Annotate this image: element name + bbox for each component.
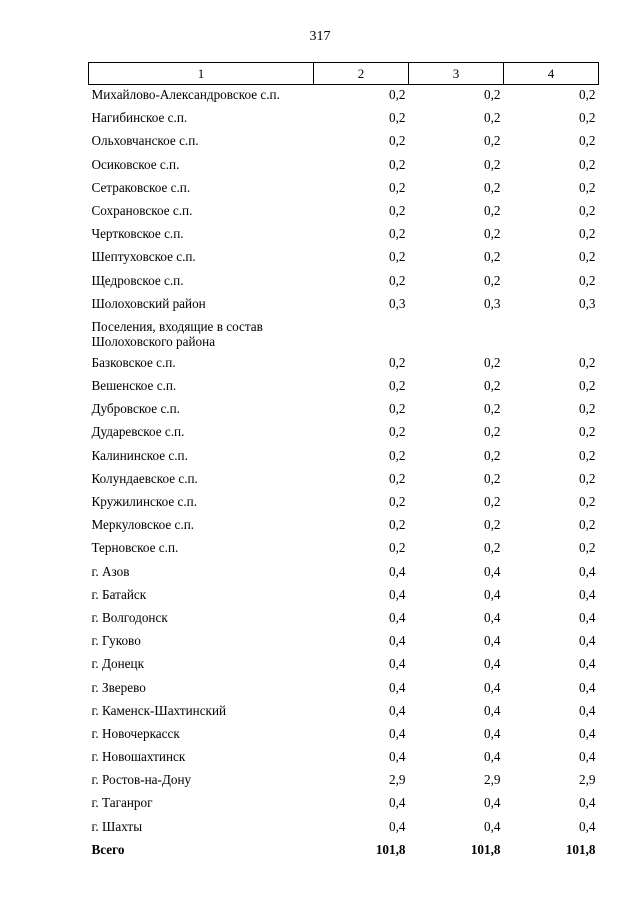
table-row xyxy=(89,446,599,469)
value-col-3: 0,2 xyxy=(484,226,501,242)
municipality-name: Колундаевское с.п. xyxy=(91,470,198,486)
municipality-name: г. Ростов-на-Дону xyxy=(91,772,192,788)
value-col-3: 0,2 xyxy=(484,401,501,417)
value-col-4: 0,2 xyxy=(579,202,596,218)
value-col-3: 0,2 xyxy=(484,540,501,556)
column-header-2: 2 xyxy=(314,63,409,85)
distribution-table xyxy=(88,62,599,863)
municipality-name: Нагибинское с.п. xyxy=(91,110,188,126)
municipality-name: г. Каменск-Шахтинский xyxy=(91,702,227,718)
value-col-3: 0,2 xyxy=(484,249,501,265)
value-col-4: 0,2 xyxy=(579,249,596,265)
value-col-4: 101,8 xyxy=(565,841,596,857)
table-row xyxy=(89,631,599,654)
value-col-2: 0,4 xyxy=(389,633,406,649)
column-header-1: 1 xyxy=(89,63,314,85)
value-col-3: 0,4 xyxy=(484,725,501,741)
municipality-name: Кружилинское с.п. xyxy=(91,494,197,509)
value-col-2: 0,4 xyxy=(389,656,406,672)
column-header-3: 3 xyxy=(409,63,504,85)
table-row xyxy=(89,701,599,724)
value-col-2: 0,2 xyxy=(389,202,406,218)
value-col-2: 0,2 xyxy=(389,540,406,556)
value-col-4: 0,4 xyxy=(579,725,596,741)
table-row xyxy=(89,562,599,585)
value-col-2: 0,2 xyxy=(389,447,406,463)
value-col-3: 0,4 xyxy=(484,656,501,672)
value-col-3: 0,4 xyxy=(484,586,501,602)
value-col-3: 0,2 xyxy=(484,378,501,394)
table-row xyxy=(89,608,599,631)
municipality-name: Дубровское с.п. xyxy=(91,401,180,417)
header-row xyxy=(89,63,599,85)
municipality-name: г. Шахты xyxy=(91,818,143,834)
value-col-3: 0,4 xyxy=(484,702,501,718)
table-row xyxy=(89,793,599,816)
municipality-name: Всего xyxy=(91,841,125,857)
municipality-name: Щедровское с.п. xyxy=(91,272,184,288)
value-col-3: 101,8 xyxy=(470,841,501,857)
municipality-name: г. Новошахтинск xyxy=(91,749,186,765)
value-col-2: 0,2 xyxy=(389,110,406,126)
municipality-name: Меркуловское с.п. xyxy=(91,517,195,533)
municipality-name: г. Батайск xyxy=(91,586,147,602)
municipality-name: Терновское с.п. xyxy=(91,540,179,556)
table-row xyxy=(89,678,599,701)
value-col-2: 0,2 xyxy=(389,133,406,149)
table-row xyxy=(89,654,599,677)
municipality-name: Ольховчанское с.п. xyxy=(91,133,199,149)
value-col-4: 0,2 xyxy=(579,110,596,126)
value-col-4: 0,4 xyxy=(579,679,596,695)
value-col-2: 101,8 xyxy=(375,841,406,857)
table-row xyxy=(89,155,599,178)
table-row xyxy=(89,317,599,353)
value-col-4: 0,2 xyxy=(579,378,596,394)
value-col-2: 0,4 xyxy=(389,586,406,602)
value-col-2: 0,2 xyxy=(389,424,406,440)
value-col-2: 0,2 xyxy=(389,156,406,172)
municipality-name: г. Таганрог xyxy=(91,795,153,811)
value-col-3: 0,4 xyxy=(484,795,501,811)
table-row xyxy=(89,131,599,154)
value-col-3: 0,2 xyxy=(484,110,501,126)
value-col-2: 0,4 xyxy=(389,609,406,625)
value-col-3: 0,2 xyxy=(484,272,501,288)
table-row xyxy=(89,201,599,224)
value-col-4: 0,4 xyxy=(579,563,596,579)
value-col-4: 0,2 xyxy=(579,494,596,509)
municipality-name: Шептуховское с.п. xyxy=(91,249,196,265)
value-col-2: 0,2 xyxy=(389,87,406,102)
municipality-name: Сетраковское с.п. xyxy=(91,179,191,195)
value-col-2: 0,4 xyxy=(389,749,406,765)
value-col-3: 0,4 xyxy=(484,679,501,695)
table-row xyxy=(89,294,599,317)
value-col-2: 0,2 xyxy=(389,378,406,394)
value-col-4: 0,4 xyxy=(579,795,596,811)
value-col-4: 0,4 xyxy=(579,818,596,834)
table-row xyxy=(89,747,599,770)
value-col-4: 0,2 xyxy=(579,470,596,486)
value-col-4: 0,4 xyxy=(579,702,596,718)
table-row xyxy=(89,247,599,270)
municipality-name: Дударевское с.п. xyxy=(91,424,185,440)
table-row xyxy=(89,108,599,131)
value-col-4: 0,2 xyxy=(579,87,596,102)
value-col-2: 0,3 xyxy=(389,295,406,311)
value-col-3: 0,4 xyxy=(484,633,501,649)
value-col-2: 2,9 xyxy=(389,772,406,788)
municipality-name: Сохрановское с.п. xyxy=(91,202,193,218)
value-col-3: 0,2 xyxy=(484,517,501,533)
table-row xyxy=(89,85,599,109)
value-col-4: 0,2 xyxy=(579,447,596,463)
value-col-4: 2,9 xyxy=(579,772,596,788)
value-col-2: 0,2 xyxy=(389,226,406,242)
table-row xyxy=(89,770,599,793)
value-col-4: 0,2 xyxy=(579,272,596,288)
value-col-3: 0,2 xyxy=(484,133,501,149)
value-col-4: 0,2 xyxy=(579,517,596,533)
value-col-2: 0,2 xyxy=(389,354,406,370)
value-col-3: 0,2 xyxy=(484,354,501,370)
value-col-3: 0,2 xyxy=(484,202,501,218)
value-col-3: 2,9 xyxy=(484,772,501,788)
table-row xyxy=(89,271,599,294)
municipality-name: Михайлово-Александровское с.п. xyxy=(91,87,280,102)
value-col-2: 0,4 xyxy=(389,679,406,695)
value-col-3: 0,4 xyxy=(484,818,501,834)
page-number: 317 xyxy=(309,29,331,44)
table-row xyxy=(89,399,599,422)
table-row xyxy=(89,422,599,445)
value-col-2 xyxy=(314,317,409,353)
value-col-4 xyxy=(504,317,599,353)
value-col-4: 0,2 xyxy=(579,133,596,149)
municipality-name: Вешенское с.п. xyxy=(91,378,177,394)
table-row xyxy=(89,538,599,561)
table-header xyxy=(89,63,599,85)
value-col-4: 0,2 xyxy=(579,424,596,440)
total-row xyxy=(89,840,599,863)
value-col-3: 0,2 xyxy=(484,156,501,172)
value-col-4: 0,2 xyxy=(579,540,596,556)
table-row xyxy=(89,515,599,538)
municipality-name: г. Волгодонск xyxy=(91,609,168,625)
value-col-2: 0,2 xyxy=(389,179,406,195)
table-row xyxy=(89,817,599,840)
value-col-4: 0,2 xyxy=(579,156,596,172)
value-col-2: 0,4 xyxy=(389,563,406,579)
value-col-3: 0,4 xyxy=(484,609,501,625)
table-row xyxy=(89,492,599,515)
municipality-name: г. Зверево xyxy=(91,679,146,695)
municipality-name: г. Азов xyxy=(91,563,130,579)
value-col-4: 0,2 xyxy=(579,179,596,195)
value-col-4: 0,3 xyxy=(579,295,596,311)
municipality-name: Шолоховский район xyxy=(91,295,206,311)
value-col-2: 0,2 xyxy=(389,249,406,265)
table-body xyxy=(89,85,599,864)
municipality-name: Осиковское с.п. xyxy=(91,156,180,172)
value-col-3: 0,2 xyxy=(484,494,501,509)
table-row xyxy=(89,585,599,608)
value-col-2: 0,4 xyxy=(389,818,406,834)
value-col-3: 0,2 xyxy=(484,470,501,486)
value-col-2: 0,2 xyxy=(389,470,406,486)
value-col-2: 0,2 xyxy=(389,494,406,509)
value-col-2: 0,4 xyxy=(389,725,406,741)
municipality-name: Базковское с.п. xyxy=(91,354,176,370)
table-row xyxy=(89,469,599,492)
value-col-4: 0,4 xyxy=(579,633,596,649)
value-col-3: 0,2 xyxy=(484,179,501,195)
value-col-2: 0,4 xyxy=(389,795,406,811)
column-header-4: 4 xyxy=(504,63,599,85)
table-row xyxy=(89,353,599,376)
value-col-4: 0,2 xyxy=(579,226,596,242)
value-col-4: 0,4 xyxy=(579,656,596,672)
value-col-3: 0,2 xyxy=(484,424,501,440)
value-col-3 xyxy=(409,317,504,353)
value-col-2: 0,2 xyxy=(389,401,406,417)
municipality-name: Поселения, входящие в состав Шолоховского района xyxy=(91,318,263,349)
value-col-3: 0,3 xyxy=(484,295,501,311)
value-col-4: 0,4 xyxy=(579,749,596,765)
municipality-name: г. Гуково xyxy=(91,633,141,649)
municipality-name: г. Новочеркасск xyxy=(91,725,180,741)
table-row xyxy=(89,224,599,247)
municipality-name: Чертковское с.п. xyxy=(91,226,184,242)
table-row xyxy=(89,724,599,747)
municipality-name: Калининское с.п. xyxy=(91,447,188,463)
value-col-4: 0,4 xyxy=(579,586,596,602)
value-col-2: 0,4 xyxy=(389,702,406,718)
value-col-3: 0,2 xyxy=(484,87,501,102)
value-col-3: 0,2 xyxy=(484,447,501,463)
value-col-2: 0,2 xyxy=(389,272,406,288)
value-col-4: 0,2 xyxy=(579,354,596,370)
table-row xyxy=(89,178,599,201)
value-col-3: 0,4 xyxy=(484,749,501,765)
value-col-3: 0,4 xyxy=(484,563,501,579)
table-row xyxy=(89,376,599,399)
value-col-4: 0,4 xyxy=(579,609,596,625)
value-col-2: 0,2 xyxy=(389,517,406,533)
value-col-4: 0,2 xyxy=(579,401,596,417)
municipality-name: г. Донецк xyxy=(91,656,144,672)
